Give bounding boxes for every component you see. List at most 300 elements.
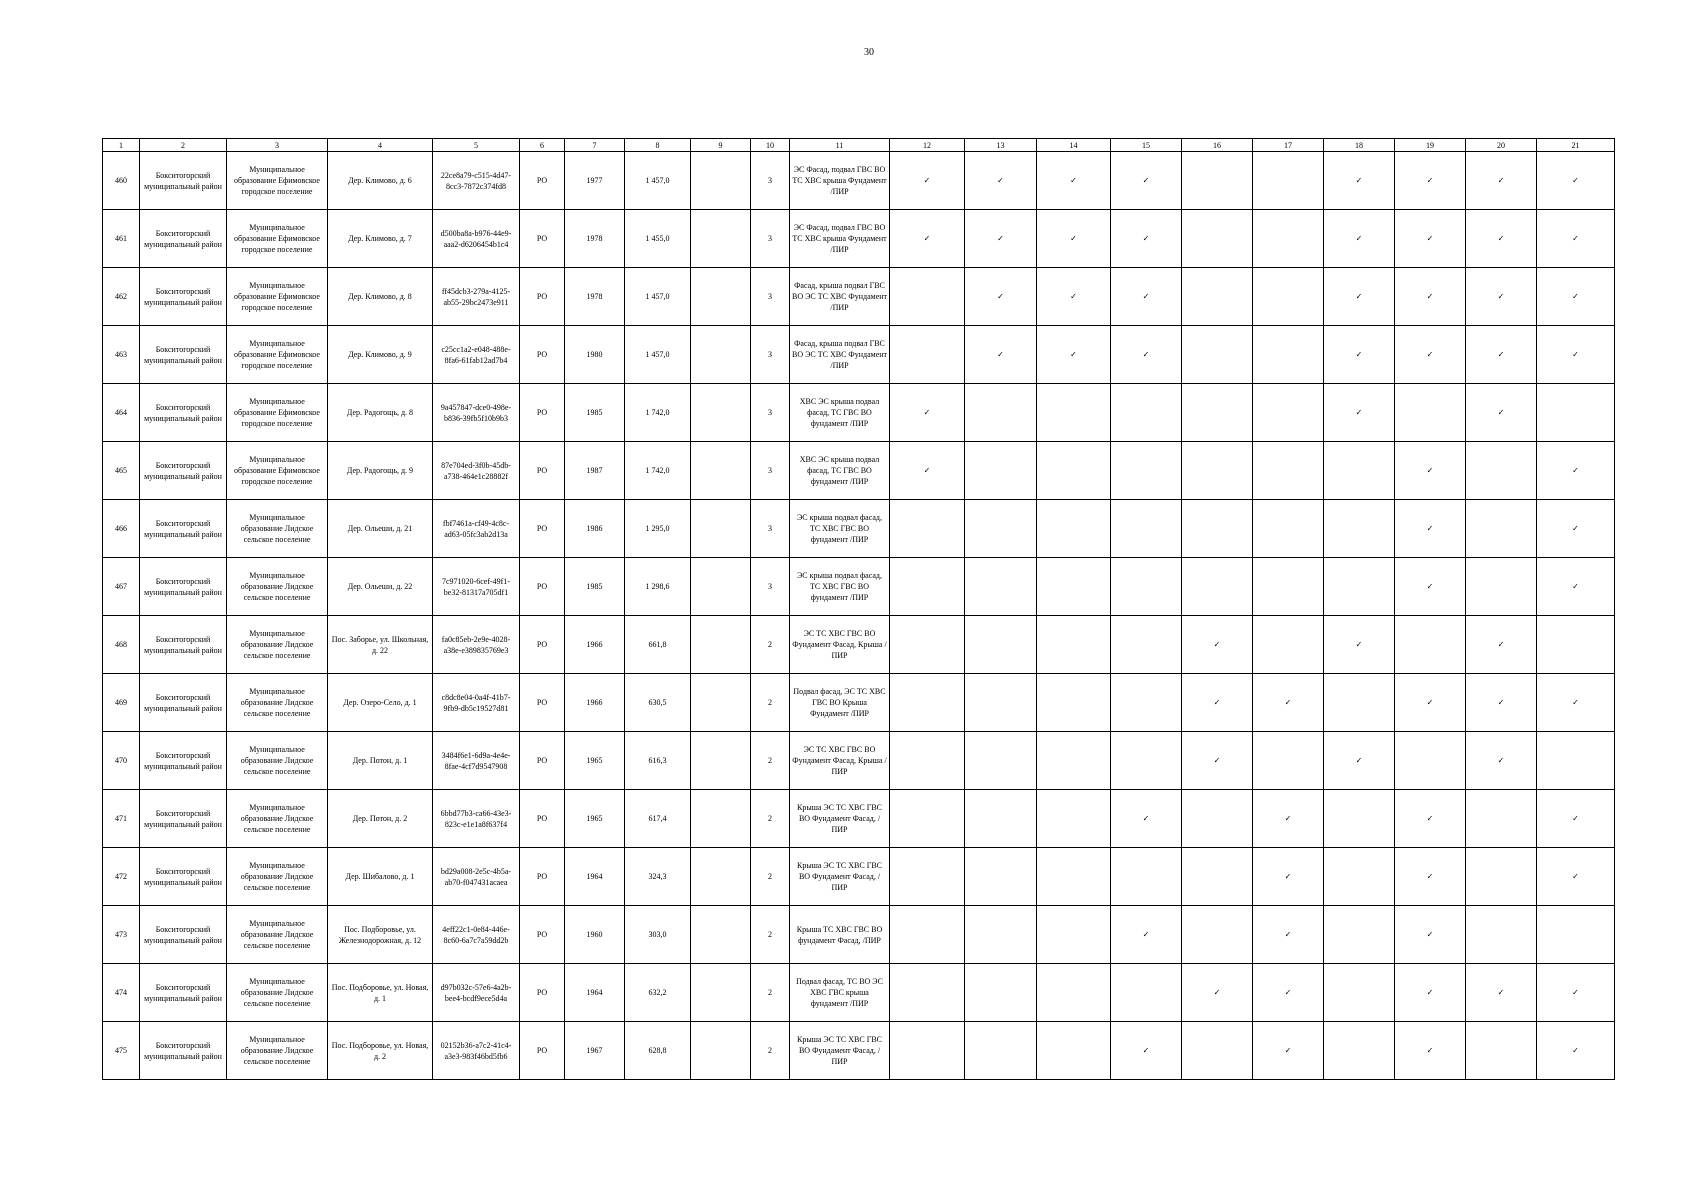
empty-cell <box>1182 152 1253 210</box>
empty-cell <box>965 442 1037 500</box>
floors-cell: 3 <box>751 152 790 210</box>
column-number-20: 20 <box>1466 139 1537 152</box>
district-cell: Бокситогорский муниципальный район <box>140 674 227 732</box>
empty-cell <box>890 674 965 732</box>
column-number-1: 1 <box>103 139 140 152</box>
check-mark-icon: ✓ <box>1253 790 1324 848</box>
check-mark-icon: ✓ <box>1537 790 1615 848</box>
district-cell: Бокситогорский муниципальный район <box>140 500 227 558</box>
area-cell: 1 742,0 <box>625 384 691 442</box>
year-cell: 1965 <box>565 732 625 790</box>
column-9-cell <box>691 732 751 790</box>
empty-cell <box>1037 616 1111 674</box>
check-mark-icon: ✓ <box>1395 790 1466 848</box>
empty-cell <box>1182 1022 1253 1080</box>
year-cell: 1978 <box>565 268 625 326</box>
works-cell: ЭС Фасад, подвал ГВС ВО ТС ХВС крыша Фундамент /ПИР <box>790 210 890 268</box>
row-number-cell: 468 <box>103 616 140 674</box>
empty-cell <box>1182 326 1253 384</box>
check-mark-icon: ✓ <box>1253 1022 1324 1080</box>
form-cell: РО <box>520 500 565 558</box>
floors-cell: 2 <box>751 790 790 848</box>
address-cell: Дер. Климово, д. 8 <box>328 268 433 326</box>
empty-cell <box>1466 906 1537 964</box>
row-number-cell: 469 <box>103 674 140 732</box>
column-9-cell <box>691 442 751 500</box>
check-mark-icon: ✓ <box>1253 848 1324 906</box>
check-mark-icon: ✓ <box>1537 674 1615 732</box>
check-mark-icon: ✓ <box>1537 558 1615 616</box>
check-mark-icon: ✓ <box>1324 268 1395 326</box>
empty-cell <box>965 1022 1037 1080</box>
year-cell: 1966 <box>565 616 625 674</box>
empty-cell <box>1324 500 1395 558</box>
empty-cell <box>1324 558 1395 616</box>
municipality-cell: Муниципальное образование Лидское сельское поселение <box>227 964 328 1022</box>
area-cell: 632,2 <box>625 964 691 1022</box>
empty-cell <box>1395 732 1466 790</box>
check-mark-icon: ✓ <box>1182 964 1253 1022</box>
empty-cell <box>1253 558 1324 616</box>
works-cell: ХВС ЭС крыша подвал фасад, ТС ГВС ВО фундамент /ПИР <box>790 442 890 500</box>
empty-cell <box>1111 848 1182 906</box>
guid-cell: bd29a008-2e5c-4b5a-ab70-f047431acaea <box>433 848 520 906</box>
empty-cell <box>1182 558 1253 616</box>
district-cell: Бокситогорский муниципальный район <box>140 848 227 906</box>
table-row <box>103 848 1615 906</box>
check-mark-icon: ✓ <box>1395 268 1466 326</box>
empty-cell <box>1253 442 1324 500</box>
empty-cell <box>1466 558 1537 616</box>
empty-cell <box>890 964 965 1022</box>
column-9-cell <box>691 558 751 616</box>
area-cell: 324,3 <box>625 848 691 906</box>
check-mark-icon: ✓ <box>1466 384 1537 442</box>
table-row <box>103 442 1615 500</box>
column-9-cell <box>691 964 751 1022</box>
column-number-5: 5 <box>433 139 520 152</box>
empty-cell <box>1037 906 1111 964</box>
column-9-cell <box>691 674 751 732</box>
empty-cell <box>1111 558 1182 616</box>
empty-cell <box>1324 1022 1395 1080</box>
check-mark-icon: ✓ <box>1111 326 1182 384</box>
address-cell: Дер. Потон, д. 1 <box>328 732 433 790</box>
check-mark-icon: ✓ <box>1111 906 1182 964</box>
column-9-cell <box>691 616 751 674</box>
year-cell: 1965 <box>565 790 625 848</box>
form-cell: РО <box>520 558 565 616</box>
guid-cell: 7c971020-6cef-49f1-be32-81317a705df1 <box>433 558 520 616</box>
row-number-cell: 464 <box>103 384 140 442</box>
column-number-14: 14 <box>1037 139 1111 152</box>
area-cell: 303,0 <box>625 906 691 964</box>
empty-cell <box>1111 616 1182 674</box>
table-row <box>103 326 1615 384</box>
row-number-cell: 473 <box>103 906 140 964</box>
column-9-cell <box>691 384 751 442</box>
district-cell: Бокситогорский муниципальный район <box>140 326 227 384</box>
row-number-cell: 472 <box>103 848 140 906</box>
year-cell: 1985 <box>565 558 625 616</box>
housing-table <box>102 138 1615 1080</box>
column-number-10: 10 <box>751 139 790 152</box>
empty-cell <box>890 790 965 848</box>
check-mark-icon: ✓ <box>1395 152 1466 210</box>
empty-cell <box>1253 268 1324 326</box>
area-cell: 1 455,0 <box>625 210 691 268</box>
floors-cell: 3 <box>751 210 790 268</box>
column-number-3: 3 <box>227 139 328 152</box>
form-cell: РО <box>520 152 565 210</box>
municipality-cell: Муниципальное образование Лидское сельское поселение <box>227 500 328 558</box>
area-cell: 1 298,6 <box>625 558 691 616</box>
empty-cell <box>1253 326 1324 384</box>
works-cell: Фасад, крыша подвал ГВС ВО ЭС ТС ХВС Фундамент /ПИР <box>790 268 890 326</box>
check-mark-icon: ✓ <box>1466 964 1537 1022</box>
municipality-cell: Муниципальное образование Лидское сельское поселение <box>227 616 328 674</box>
form-cell: РО <box>520 906 565 964</box>
check-mark-icon: ✓ <box>1395 964 1466 1022</box>
district-cell: Бокситогорский муниципальный район <box>140 790 227 848</box>
form-cell: РО <box>520 326 565 384</box>
form-cell: РО <box>520 674 565 732</box>
form-cell: РО <box>520 1022 565 1080</box>
empty-cell <box>1037 790 1111 848</box>
column-number-18: 18 <box>1324 139 1395 152</box>
empty-cell <box>1537 616 1615 674</box>
empty-cell <box>1182 848 1253 906</box>
guid-cell: 3484f6e1-6d9a-4e4e-8fae-4cf7d9547908 <box>433 732 520 790</box>
check-mark-icon: ✓ <box>1324 326 1395 384</box>
municipality-cell: Муниципальное образование Ефимовское городское поселение <box>227 268 328 326</box>
municipality-cell: Муниципальное образование Ефимовское городское поселение <box>227 152 328 210</box>
check-mark-icon: ✓ <box>890 152 965 210</box>
floors-cell: 3 <box>751 268 790 326</box>
empty-cell <box>965 964 1037 1022</box>
floors-cell: 2 <box>751 616 790 674</box>
table-row <box>103 616 1615 674</box>
works-cell: ЭС ТС ХВС ГВС ВО Фундамент Фасад, Крыша /ПИР <box>790 616 890 674</box>
guid-cell: 22ce8a79-c515-4d47-8cc3-7872c374fd8 <box>433 152 520 210</box>
check-mark-icon: ✓ <box>1324 384 1395 442</box>
guid-cell: c8dc8e04-0a4f-41b7-9fb9-db5c19527d81 <box>433 674 520 732</box>
empty-cell <box>1111 384 1182 442</box>
guid-cell: fa0c85eb-2e9e-4028-a38e-e389835769e3 <box>433 616 520 674</box>
empty-cell <box>1037 1022 1111 1080</box>
check-mark-icon: ✓ <box>1395 558 1466 616</box>
empty-cell <box>1253 732 1324 790</box>
form-cell: РО <box>520 268 565 326</box>
works-cell: Подвал фасад, ТС ВО ЭС ХВС ГВС крыша фундамент /ПИР <box>790 964 890 1022</box>
floors-cell: 2 <box>751 906 790 964</box>
check-mark-icon: ✓ <box>1466 268 1537 326</box>
column-number-21: 21 <box>1537 139 1615 152</box>
form-cell: РО <box>520 616 565 674</box>
empty-cell <box>1253 500 1324 558</box>
empty-cell <box>890 616 965 674</box>
form-cell: РО <box>520 442 565 500</box>
empty-cell <box>890 268 965 326</box>
year-cell: 1978 <box>565 210 625 268</box>
empty-cell <box>890 500 965 558</box>
address-cell: Дер. Ольеши, д. 21 <box>328 500 433 558</box>
empty-cell <box>1253 384 1324 442</box>
column-number-7: 7 <box>565 139 625 152</box>
year-cell: 1987 <box>565 442 625 500</box>
empty-cell <box>1395 616 1466 674</box>
form-cell: РО <box>520 732 565 790</box>
empty-cell <box>890 906 965 964</box>
area-cell: 1 457,0 <box>625 152 691 210</box>
empty-cell <box>1182 384 1253 442</box>
empty-cell <box>1466 1022 1537 1080</box>
guid-cell: 4eff22c1-0e84-446e-8c60-6a7c7a59dd2b <box>433 906 520 964</box>
floors-cell: 2 <box>751 848 790 906</box>
guid-cell: c25cc1a2-e048-488e-8fa6-61fab12ad7b4 <box>433 326 520 384</box>
empty-cell <box>1111 964 1182 1022</box>
works-cell: ЭС крыша подвал фасад, ТС ХВС ГВС ВО фундамент /ПИР <box>790 500 890 558</box>
column-number-2: 2 <box>140 139 227 152</box>
address-cell: Пос. Подборовье, ул. Новая, д. 1 <box>328 964 433 1022</box>
floors-cell: 3 <box>751 326 790 384</box>
municipality-cell: Муниципальное образование Лидское сельское поселение <box>227 790 328 848</box>
address-cell: Дер. Радогощь, д. 9 <box>328 442 433 500</box>
check-mark-icon: ✓ <box>1537 1022 1615 1080</box>
check-mark-icon: ✓ <box>1111 152 1182 210</box>
district-cell: Бокситогорский муниципальный район <box>140 210 227 268</box>
municipality-cell: Муниципальное образование Лидское сельское поселение <box>227 848 328 906</box>
guid-cell: d97b032c-57e6-4a2b-bee4-bcdf9ece5d4a <box>433 964 520 1022</box>
check-mark-icon: ✓ <box>890 442 965 500</box>
works-cell: ХВС ЭС крыша подвал фасад, ТС ГВС ВО фундамент /ПИР <box>790 384 890 442</box>
column-number-6: 6 <box>520 139 565 152</box>
column-number-13: 13 <box>965 139 1037 152</box>
year-cell: 1960 <box>565 906 625 964</box>
empty-cell <box>965 616 1037 674</box>
area-cell: 630,5 <box>625 674 691 732</box>
empty-cell <box>965 674 1037 732</box>
check-mark-icon: ✓ <box>1182 732 1253 790</box>
empty-cell <box>1037 848 1111 906</box>
empty-cell <box>1537 384 1615 442</box>
check-mark-icon: ✓ <box>1466 152 1537 210</box>
check-mark-icon: ✓ <box>1182 674 1253 732</box>
works-cell: Фасад, крыша подвал ГВС ВО ЭС ТС ХВС Фундамент /ПИР <box>790 326 890 384</box>
page-number: 30 <box>864 47 874 58</box>
form-cell: РО <box>520 964 565 1022</box>
municipality-cell: Муниципальное образование Лидское сельское поселение <box>227 732 328 790</box>
floors-cell: 2 <box>751 1022 790 1080</box>
empty-cell <box>1253 616 1324 674</box>
empty-cell <box>965 848 1037 906</box>
district-cell: Бокситогорский муниципальный район <box>140 964 227 1022</box>
row-number-cell: 467 <box>103 558 140 616</box>
column-9-cell <box>691 152 751 210</box>
empty-cell <box>965 790 1037 848</box>
check-mark-icon: ✓ <box>1537 964 1615 1022</box>
works-cell: ЭС Фасад, подвал ГВС ВО ТС ХВС крыша Фундамент /ПИР <box>790 152 890 210</box>
check-mark-icon: ✓ <box>965 326 1037 384</box>
works-cell: ЭС крыша подвал фасад, ТС ХВС ГВС ВО фундамент /ПИР <box>790 558 890 616</box>
works-cell: Крыша ЭС ТС ХВС ГВС ВО Фундамент Фасад, /ПИР <box>790 1022 890 1080</box>
check-mark-icon: ✓ <box>1253 906 1324 964</box>
table-row <box>103 674 1615 732</box>
column-number-17: 17 <box>1253 139 1324 152</box>
row-number-cell: 461 <box>103 210 140 268</box>
check-mark-icon: ✓ <box>1395 210 1466 268</box>
empty-cell <box>1037 964 1111 1022</box>
address-cell: Дер. Климово, д. 6 <box>328 152 433 210</box>
guid-cell: 87e704ed-3f0b-45db-a738-464e1c28882f <box>433 442 520 500</box>
area-cell: 1 742,0 <box>625 442 691 500</box>
address-cell: Дер. Радогощь, д. 8 <box>328 384 433 442</box>
check-mark-icon: ✓ <box>890 384 965 442</box>
empty-cell <box>1182 442 1253 500</box>
floors-cell: 3 <box>751 500 790 558</box>
guid-cell: 6bbd77b3-ca66-43e3-823c-e1e1a8f637f4 <box>433 790 520 848</box>
column-9-cell <box>691 1022 751 1080</box>
address-cell: Дер. Озеро-Село, д. 1 <box>328 674 433 732</box>
table-row <box>103 964 1615 1022</box>
empty-cell <box>1253 210 1324 268</box>
table-row <box>103 268 1615 326</box>
table-body <box>103 152 1615 1080</box>
works-cell: Подвал фасад, ЭС ТС ХВС ГВС ВО Крыша Фундамент /ПИР <box>790 674 890 732</box>
empty-cell <box>1037 442 1111 500</box>
row-number-cell: 471 <box>103 790 140 848</box>
table-row <box>103 1022 1615 1080</box>
empty-cell <box>1466 442 1537 500</box>
area-cell: 661,8 <box>625 616 691 674</box>
check-mark-icon: ✓ <box>1395 442 1466 500</box>
municipality-cell: Муниципальное образование Лидское сельское поселение <box>227 906 328 964</box>
form-cell: РО <box>520 384 565 442</box>
table-row <box>103 906 1615 964</box>
table-row <box>103 732 1615 790</box>
table-row <box>103 384 1615 442</box>
empty-cell <box>965 384 1037 442</box>
table-row <box>103 500 1615 558</box>
check-mark-icon: ✓ <box>1466 326 1537 384</box>
check-mark-icon: ✓ <box>1395 906 1466 964</box>
check-mark-icon: ✓ <box>965 268 1037 326</box>
table-row <box>103 558 1615 616</box>
year-cell: 1966 <box>565 674 625 732</box>
empty-cell <box>890 1022 965 1080</box>
floors-cell: 2 <box>751 732 790 790</box>
guid-cell: 02152b36-a7c2-41c4-a3e3-983f46bd5fb6 <box>433 1022 520 1080</box>
empty-cell <box>890 558 965 616</box>
check-mark-icon: ✓ <box>1395 326 1466 384</box>
column-number-19: 19 <box>1395 139 1466 152</box>
column-number-8: 8 <box>625 139 691 152</box>
municipality-cell: Муниципальное образование Ефимовское городское поселение <box>227 326 328 384</box>
form-cell: РО <box>520 210 565 268</box>
floors-cell: 3 <box>751 558 790 616</box>
table-row <box>103 210 1615 268</box>
empty-cell <box>890 732 965 790</box>
empty-cell <box>1466 500 1537 558</box>
empty-cell <box>1182 906 1253 964</box>
empty-cell <box>1182 210 1253 268</box>
column-number-12: 12 <box>890 139 965 152</box>
guid-cell: ff45dcb3-279a-4125-ab55-29bc2473e911 <box>433 268 520 326</box>
check-mark-icon: ✓ <box>1395 1022 1466 1080</box>
check-mark-icon: ✓ <box>1395 500 1466 558</box>
check-mark-icon: ✓ <box>1537 442 1615 500</box>
municipality-cell: Муниципальное образование Ефимовское городское поселение <box>227 210 328 268</box>
area-cell: 1 457,0 <box>625 326 691 384</box>
empty-cell <box>1111 500 1182 558</box>
column-number-4: 4 <box>328 139 433 152</box>
check-mark-icon: ✓ <box>1324 210 1395 268</box>
empty-cell <box>1037 384 1111 442</box>
works-cell: Крыша ЭС ТС ХВС ГВС ВО Фундамент Фасад, /ПИР <box>790 848 890 906</box>
empty-cell <box>1111 442 1182 500</box>
empty-cell <box>1324 964 1395 1022</box>
empty-cell <box>890 326 965 384</box>
empty-cell <box>1324 442 1395 500</box>
empty-cell <box>1466 848 1537 906</box>
row-number-cell: 475 <box>103 1022 140 1080</box>
municipality-cell: Муниципальное образование Ефимовское городское поселение <box>227 442 328 500</box>
municipality-cell: Муниципальное образование Ефимовское городское поселение <box>227 384 328 442</box>
floors-cell: 3 <box>751 442 790 500</box>
empty-cell <box>1037 558 1111 616</box>
check-mark-icon: ✓ <box>1324 152 1395 210</box>
column-9-cell <box>691 268 751 326</box>
district-cell: Бокситогорский муниципальный район <box>140 1022 227 1080</box>
check-mark-icon: ✓ <box>1182 616 1253 674</box>
empty-cell <box>1111 732 1182 790</box>
area-cell: 628,8 <box>625 1022 691 1080</box>
district-cell: Бокситогорский муниципальный район <box>140 268 227 326</box>
table-row <box>103 152 1615 210</box>
empty-cell <box>1182 500 1253 558</box>
column-9-cell <box>691 790 751 848</box>
row-number-cell: 463 <box>103 326 140 384</box>
area-cell: 1 457,0 <box>625 268 691 326</box>
municipality-cell: Муниципальное образование Лидское сельское поселение <box>227 1022 328 1080</box>
check-mark-icon: ✓ <box>1395 674 1466 732</box>
district-cell: Бокситогорский муниципальный район <box>140 732 227 790</box>
empty-cell <box>1182 790 1253 848</box>
check-mark-icon: ✓ <box>1324 616 1395 674</box>
form-cell: РО <box>520 790 565 848</box>
column-number-11: 11 <box>790 139 890 152</box>
row-number-cell: 465 <box>103 442 140 500</box>
empty-cell <box>1037 732 1111 790</box>
empty-cell <box>965 906 1037 964</box>
works-cell: Крыша ТС ХВС ГВС ВО фундамент Фасад, /ПИР <box>790 906 890 964</box>
check-mark-icon: ✓ <box>1537 152 1615 210</box>
form-cell: РО <box>520 848 565 906</box>
district-cell: Бокситогорский муниципальный район <box>140 442 227 500</box>
year-cell: 1985 <box>565 384 625 442</box>
area-cell: 1 295,0 <box>625 500 691 558</box>
empty-cell <box>1037 500 1111 558</box>
column-9-cell <box>691 326 751 384</box>
check-mark-icon: ✓ <box>1324 732 1395 790</box>
empty-cell <box>1537 906 1615 964</box>
empty-cell <box>1324 906 1395 964</box>
check-mark-icon: ✓ <box>1466 732 1537 790</box>
area-cell: 617,4 <box>625 790 691 848</box>
column-number-15: 15 <box>1111 139 1182 152</box>
empty-cell <box>1253 152 1324 210</box>
check-mark-icon: ✓ <box>1466 616 1537 674</box>
